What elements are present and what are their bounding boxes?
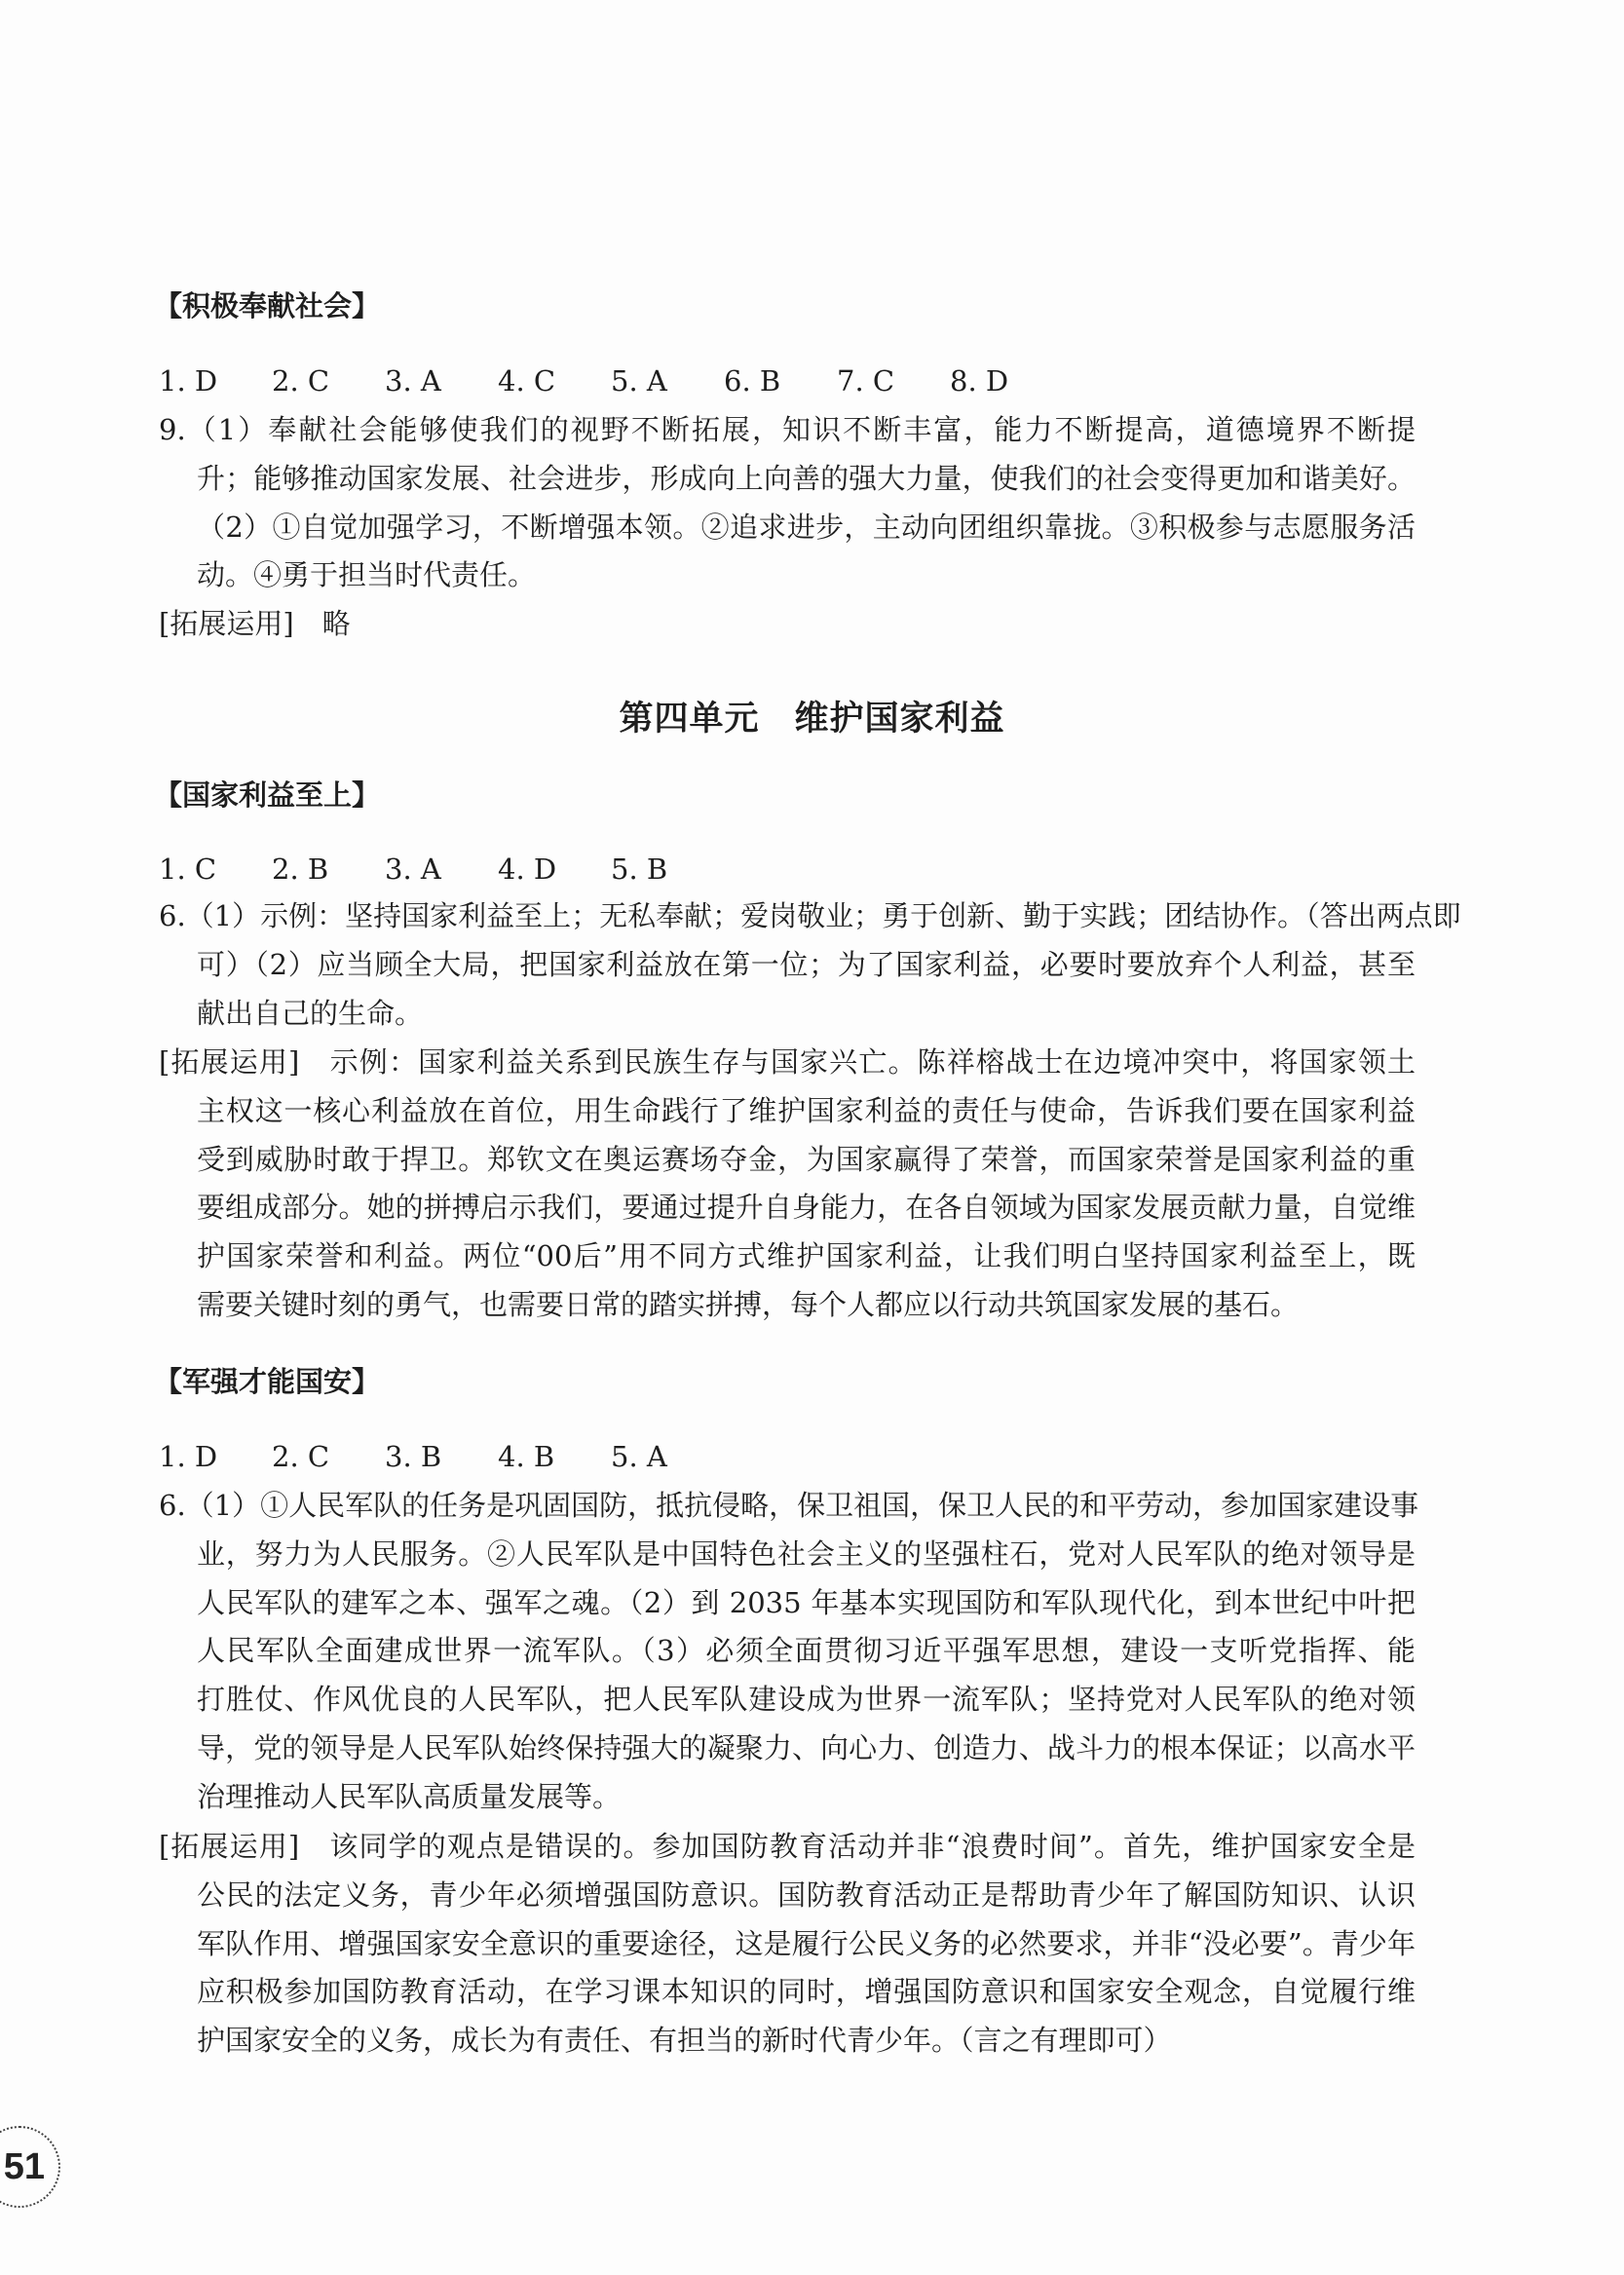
answer-text-line: （2）①自觉加强学习，不断增强本领。②追求进步，主动向团组织靠拢。③积极参与志愿服务活 [197,510,1416,544]
section-heading: 【军强才能国安】 [154,1365,381,1398]
answer-item: 4. B [498,1440,555,1473]
section-heading: 【国家利益至上】 [154,778,381,812]
answer-item: 5. B [611,853,668,886]
extension-answer-line: 主权这一核心利益放在首位，用生命践行了维护国家利益的责任与使命，告诉我们要在国家利益 [197,1093,1416,1127]
answer-item: 2. C [272,1440,330,1473]
answer-text-line: 可）（2）应当顾全大局，把国家利益放在第一位；为了国家利益，必要时要放弃个人利益，甚至 [197,947,1416,981]
answer-item: 3. A [385,853,441,886]
answer-text-line: 打胜仗、作风优良的人民军队，把人民军队建设成为世界一流军队；坚持党对人民军队的绝对领 [197,1683,1416,1717]
extension-answer-line: 受到威胁时敢于捍卫。郑钦文在奥运赛场夺金，为国家赢得了荣誉，而国家荣誉是国家利益的重 [197,1142,1416,1176]
answer-item: 1. D [159,1440,218,1473]
answer-key-row [159,845,724,893]
answer-item: 5. A [611,364,667,398]
answer-item: 1. D [159,364,218,398]
answer-item: 2. C [272,364,330,398]
answer-key-row [159,357,1063,405]
unit-title: 第四单元 维护国家利益 [619,700,1005,739]
section-heading: 【积极奉献社会】 [154,289,381,322]
extension-answer-line: [拓展运用] 略 [159,607,351,640]
answer-text-line: 6.（1）①人民军队的任务是巩固国防，抵抗侵略，保卫祖国，保卫人民的和平劳动，参加国家建设事 [159,1489,1419,1522]
answer-item: 7. C [837,364,895,398]
answer-item: 6. B [724,364,781,398]
answer-item: 4. D [498,853,557,886]
answer-text-line: 6.（1）示例：坚持国家利益至上；无私奉献；爱岗敬业；勇于创新、勤于实践；团结协作。（答出两点即 [159,899,1461,932]
answer-item: 8. D [950,364,1009,398]
page-number-text: 51 [3,2145,45,2187]
answer-text-line: 献出自己的生命。 [197,996,424,1030]
answer-text-line: 9.（1）奉献社会能够使我们的视野不断拓展，知识不断丰富，能力不断提高，道德境界不断提 [159,413,1416,446]
page-number [0,2126,60,2208]
answer-text-line: 治理推动人民军队高质量发展等。 [197,1779,622,1813]
answer-item: 2. B [272,853,329,886]
extension-answer-line: [拓展运用] 该同学的观点是错误的。参加国防教育活动并非“浪费时间”。首先，维护国家安全是 [159,1830,1416,1863]
extension-answer-line: 应积极参加国防教育活动，在学习课本知识的同时，增强国防意识和国家安全观念，自觉履行维 [197,1975,1416,2009]
answer-item: 3. B [385,1440,442,1473]
answer-text-line: 人民军队全面建成世界一流军队。（3）必须全面贯彻习近平强军思想，建设一支听党指挥、能 [197,1634,1416,1668]
answer-text-line: 动。④勇于担当时代责任。 [197,558,537,592]
answer-item: 3. A [385,364,441,398]
answer-key-row [159,1432,724,1481]
extension-answer-line: 军队作用、增强国家安全意识的重要途径，这是履行公民义务的必然要求，并非“没必要”。青少年 [197,1926,1416,1960]
answer-item: 4. C [498,364,556,398]
extension-answer-line: 护国家安全的义务，成长为有责任、有担当的新时代青少年。（言之有理即可） [197,2024,1172,2058]
extension-answer-line: [拓展运用] 示例：国家利益关系到民族生存与国家兴亡。陈祥榕战士在边境冲突中，将国家领土 [159,1045,1416,1079]
answer-text-line: 人民军队的建军之本、强军之魂。（2）到 2035 年基本实现国防和军队现代化，到本世纪中叶把 [197,1585,1416,1619]
answer-item: 1. C [159,853,217,886]
extension-answer-line: 公民的法定义务，青少年必须增强国防意识。国防教育活动正是帮助青少年了解国防知识、认识 [197,1877,1416,1912]
extension-answer-line: 需要关键时刻的勇气，也需要日常的踏实拼搏，每个人都应以行动共筑国家发展的基石。 [197,1288,1300,1321]
answer-text-line: 业，努力为人民服务。②人民军队是中国特色社会主义的坚强柱石，党对人民军队的绝对领导是 [197,1536,1416,1571]
answer-text-line: 升；能够推动国家发展、社会进步，形成向上向善的强大力量，使我们的社会变得更加和谐美好。 [197,461,1416,495]
answer-text-line: 导，党的领导是人民军队始终保持强大的凝聚力、向心力、创造力、战斗力的根本保证；以高水平 [197,1731,1416,1764]
extension-answer-line: 要组成部分。她的拼搏启示我们，要通过提升自身能力，在各自领域为国家发展贡献力量，自觉维 [197,1191,1416,1225]
answer-item: 5. A [611,1440,667,1473]
extension-answer-line: 护国家荣誉和利益。两位“00后”用不同方式维护国家利益，让我们明白坚持国家利益至上，既 [197,1239,1416,1273]
